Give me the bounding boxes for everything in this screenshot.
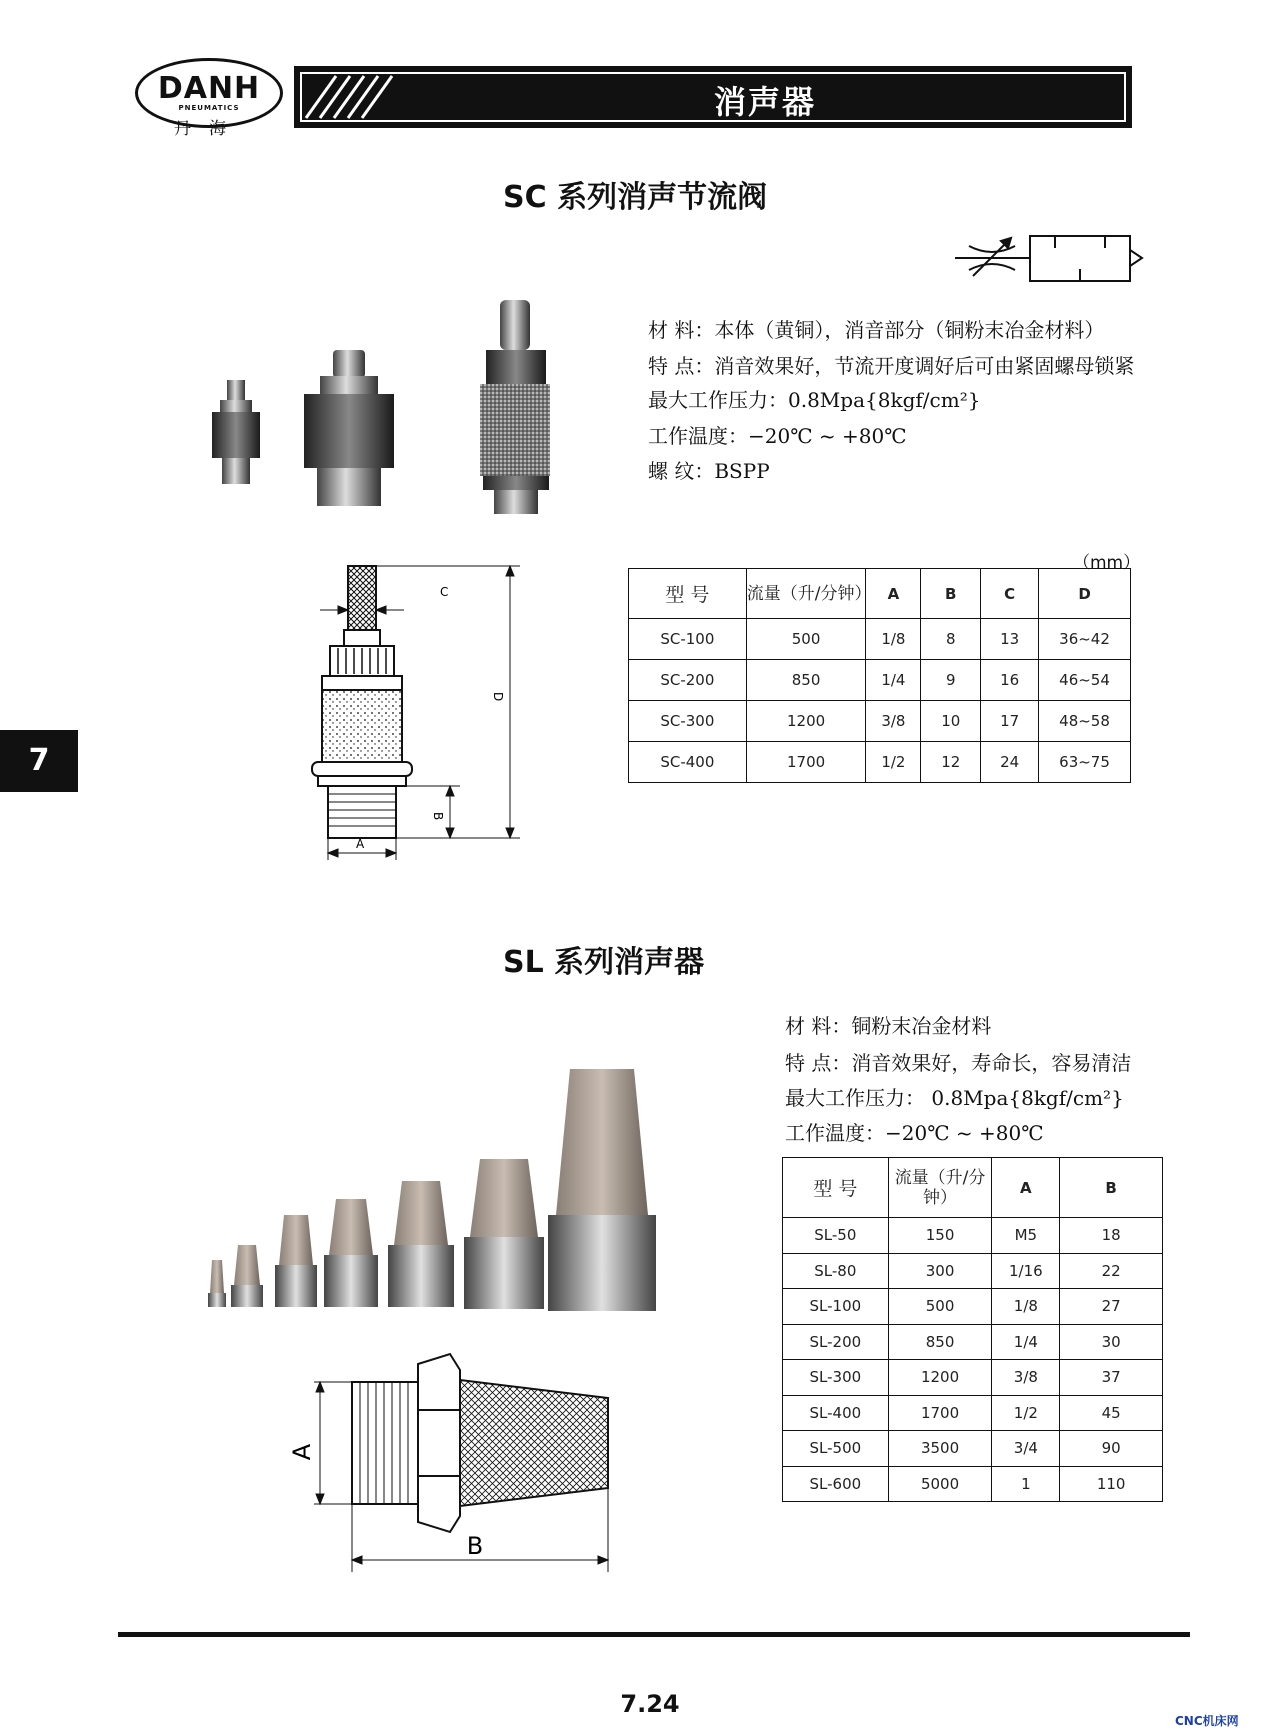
table-row <box>629 742 1131 783</box>
table-cell: 48~58 <box>1039 701 1131 742</box>
table-cell: 10 <box>921 701 981 742</box>
table-cell: 27 <box>1060 1289 1163 1325</box>
sl-spec-temperature: 工作温度：−20℃ ~ +80℃ <box>785 1121 1044 1145</box>
sc-header-a: A <box>866 569 921 619</box>
sc-header-c: C <box>981 569 1039 619</box>
sc-spec-table <box>628 568 1131 783</box>
table-row <box>783 1289 1163 1325</box>
table-cell: SC-400 <box>629 742 747 783</box>
sc-unit-label: （mm） <box>1073 553 1141 573</box>
table-cell: SC-200 <box>629 660 747 701</box>
table-cell: 9 <box>921 660 981 701</box>
table-cell: SC-300 <box>629 701 747 742</box>
logo-text: DANH <box>157 71 261 106</box>
footer-rule <box>118 1632 1190 1637</box>
dim-label-b: B <box>431 812 445 821</box>
table-cell: 17 <box>981 701 1039 742</box>
sl-header-b: B <box>1060 1158 1163 1218</box>
dim-label-a: A <box>356 837 365 851</box>
table-row <box>783 1324 1163 1360</box>
table-cell: 1 <box>992 1466 1060 1502</box>
table-cell: M5 <box>992 1218 1060 1254</box>
sl-header-a: A <box>992 1158 1060 1218</box>
table-cell: SL-400 <box>783 1395 889 1431</box>
table-cell: 1/8 <box>866 619 921 660</box>
table-row <box>783 1466 1163 1502</box>
table-cell: 36~42 <box>1039 619 1131 660</box>
table-cell: 8 <box>921 619 981 660</box>
sc-header-flow: 流量（升/分钟） <box>746 569 866 619</box>
table-cell: SL-500 <box>783 1431 889 1467</box>
chapter-tab: 7 <box>0 730 78 792</box>
table-cell: 30 <box>1060 1324 1163 1360</box>
table-cell: 3/8 <box>992 1360 1060 1396</box>
table-cell: 1/2 <box>866 742 921 783</box>
table-cell: SL-100 <box>783 1289 889 1325</box>
sl-product-photo <box>200 1065 680 1325</box>
throttle-silencer-symbol-icon <box>955 228 1145 288</box>
table-cell: 3/8 <box>866 701 921 742</box>
table-cell: SL-300 <box>783 1360 889 1396</box>
sl-dim-label-b: B <box>466 1532 484 1560</box>
table-cell: 45 <box>1060 1395 1163 1431</box>
table-cell: 850 <box>746 660 866 701</box>
table-cell: 24 <box>981 742 1039 783</box>
table-cell: 1/4 <box>866 660 921 701</box>
table-cell: SL-600 <box>783 1466 889 1502</box>
sc-header-b: B <box>921 569 981 619</box>
table-row <box>783 1253 1163 1289</box>
table-cell: SL-80 <box>783 1253 889 1289</box>
table-cell: 3500 <box>888 1431 992 1467</box>
sc-header-d: D <box>1039 569 1131 619</box>
table-cell: 16 <box>981 660 1039 701</box>
dim-label-d: D <box>491 692 505 702</box>
sl-spec-material: 材 料：铜粉末冶金材料 <box>785 1014 992 1038</box>
table-cell: 46~54 <box>1039 660 1131 701</box>
sc-header-model: 型 号 <box>629 569 747 619</box>
table-cell: 1/2 <box>992 1395 1060 1431</box>
table-cell: 1/8 <box>992 1289 1060 1325</box>
table-row <box>629 660 1131 701</box>
table-cell: 150 <box>888 1218 992 1254</box>
page-title: 消声器 <box>713 83 816 121</box>
logo-subtitle: PNEUMATICS <box>178 104 240 112</box>
table-cell: 110 <box>1060 1466 1163 1502</box>
sl-spec-feature: 特 点：消音效果好，寿命长，容易清洁 <box>785 1051 1132 1075</box>
sl-header-flow: 流量（升/分钟） <box>888 1158 992 1218</box>
sl-section-title: SL 系列消声器 <box>503 945 705 980</box>
sc-dimension-drawing <box>300 550 540 870</box>
table-cell: 90 <box>1060 1431 1163 1467</box>
sl-spec-table <box>782 1157 1163 1502</box>
table-cell: SL-50 <box>783 1218 889 1254</box>
table-cell: 850 <box>888 1324 992 1360</box>
logo-chinese-name: 丹海 <box>174 119 244 139</box>
sc-section-title: SC 系列消声节流阀 <box>503 180 768 215</box>
sc-product-photo <box>200 300 580 515</box>
table-cell: 18 <box>1060 1218 1163 1254</box>
banner-stripes-icon <box>306 76 396 118</box>
table-cell: 3/4 <box>992 1431 1060 1467</box>
table-row <box>783 1218 1163 1254</box>
table-cell: 1/16 <box>992 1253 1060 1289</box>
table-cell: 63~75 <box>1039 742 1131 783</box>
dim-label-c: C <box>440 585 449 599</box>
table-cell: 1700 <box>746 742 866 783</box>
table-cell: 22 <box>1060 1253 1163 1289</box>
source-watermark: CNC机床网 <box>1175 1714 1239 1728</box>
table-cell: 1700 <box>888 1395 992 1431</box>
table-cell: 1200 <box>888 1360 992 1396</box>
table-cell: 500 <box>746 619 866 660</box>
sc-spec-feature: 特 点：消音效果好，节流开度调好后可由紧固螺母锁紧 <box>648 354 1135 378</box>
sl-dimension-drawing <box>288 1340 620 1570</box>
page-number: 7.24 <box>620 1690 680 1718</box>
table-cell: 1200 <box>746 701 866 742</box>
sl-dim-label-a: A <box>288 1443 316 1461</box>
table-row <box>783 1360 1163 1396</box>
table-cell: 5000 <box>888 1466 992 1502</box>
table-row <box>783 1395 1163 1431</box>
table-cell: 500 <box>888 1289 992 1325</box>
table-row <box>629 619 1131 660</box>
sc-spec-temperature: 工作温度：−20℃ ~ +80℃ <box>648 424 907 448</box>
table-cell: 37 <box>1060 1360 1163 1396</box>
table-cell: SL-200 <box>783 1324 889 1360</box>
table-cell: 12 <box>921 742 981 783</box>
table-cell: SC-100 <box>629 619 747 660</box>
table-cell: 1/4 <box>992 1324 1060 1360</box>
table-row <box>629 701 1131 742</box>
table-row <box>783 1431 1163 1467</box>
sc-spec-pressure: 最大工作压力：0.8Mpa{8kgf/cm²} <box>648 388 981 412</box>
sc-spec-material: 材 料：本体（黄铜），消音部分（铜粉末冶金材料） <box>648 318 1105 342</box>
sl-spec-pressure: 最大工作压力： 0.8Mpa{8kgf/cm²} <box>785 1086 1124 1110</box>
table-cell: 13 <box>981 619 1039 660</box>
sl-header-model: 型 号 <box>783 1158 889 1218</box>
table-cell: 300 <box>888 1253 992 1289</box>
sc-spec-thread: 螺 纹：BSPP <box>648 459 770 483</box>
